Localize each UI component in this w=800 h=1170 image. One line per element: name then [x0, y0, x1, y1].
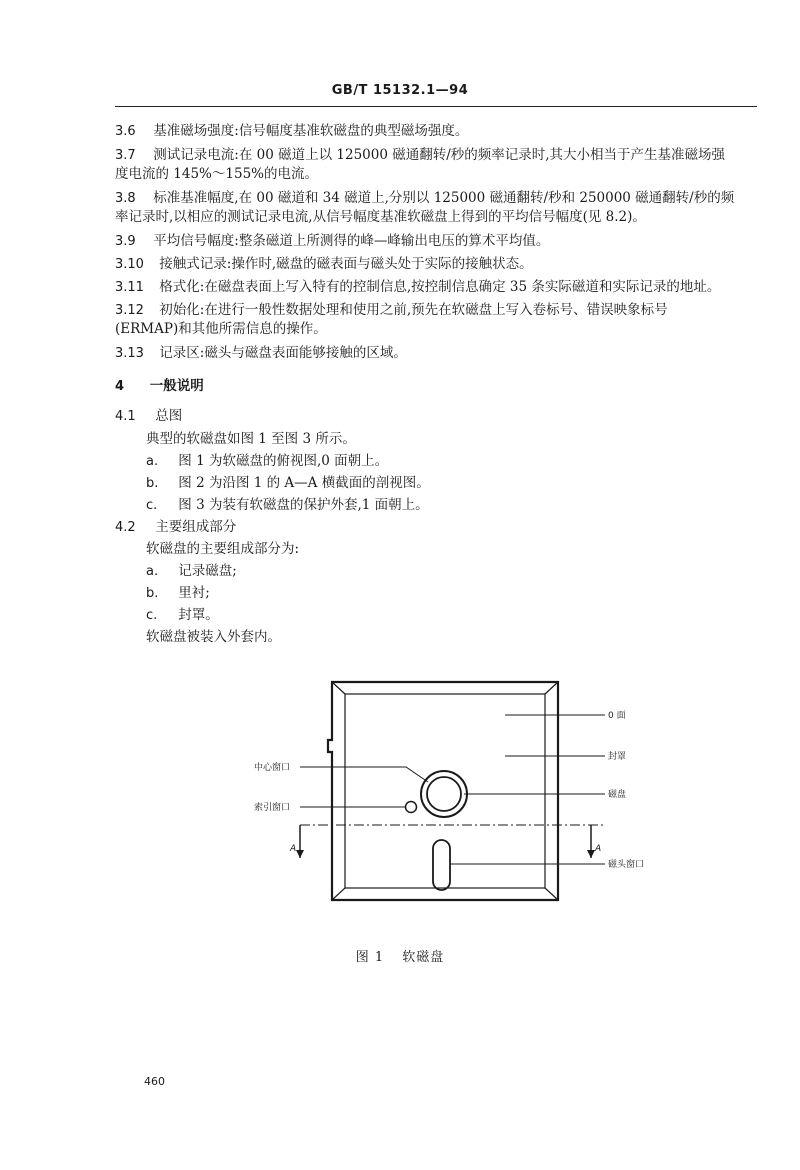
list-item — [146, 474, 430, 493]
clause-text: 格式化:在磁盘表面上写入特有的控制信息,按控制信息确定 35 条实际磁道和实际记录的地址。 — [159, 279, 721, 295]
clause-3-11 — [115, 278, 720, 297]
clause-text: 初始化:在进行一般性数据处理和使用之前,预先在软磁盘上写入卷标号、错误映象标号 — [159, 302, 668, 318]
label-center-window: 中心窗口 — [254, 763, 291, 773]
list-item — [146, 452, 388, 471]
list-item — [146, 562, 237, 581]
clause-text: 标准基准幅度,在 00 磁道和 34 磁道上,分别以 125000 磁通翻转/秒和 250000 磁通翻转/秒的频 — [153, 190, 735, 206]
section-number: 4 — [115, 379, 125, 394]
clause-3-9 — [115, 232, 549, 251]
list-item — [146, 606, 219, 625]
list-text: 封罩。 — [178, 607, 219, 623]
section-arrow-right — [587, 850, 595, 858]
header-rule — [115, 106, 757, 107]
figure-title: 软磁盘 — [402, 950, 445, 965]
clause-text: 平均信号幅度:整条磁道上所测得的峰—峰输出电压的算术平均值。 — [153, 233, 550, 249]
label-jacket: 封罩 — [608, 752, 627, 762]
list-letter: a. — [146, 454, 159, 469]
subsection-4-2-heading — [115, 518, 236, 537]
subsection-number: 4.1 — [115, 409, 136, 424]
clause-number: 3.7 — [115, 148, 136, 163]
clause-text: 接触式记录:操作时,磁盘的磁表面与磁头处于实际的接触状态。 — [159, 256, 533, 272]
subsection-4-2-outro: 软磁盘被装入外套内。 — [146, 629, 281, 645]
clause-3-12-cont: (ERMAP)和其他所需信息的操作。 — [115, 321, 327, 337]
clause-text: 基准磁场强度:信号幅度基准软磁盘的典型磁场强度。 — [153, 123, 469, 139]
list-letter: a. — [146, 564, 159, 579]
label-head-window: 磁头窗口 — [608, 860, 645, 870]
label-side0: 0 面 — [608, 711, 626, 721]
list-text: 图 1 为软磁盘的俯视图,0 面朝上。 — [178, 453, 389, 469]
floppy-disk-figure — [230, 670, 660, 915]
list-letter: c. — [146, 608, 158, 623]
subsection-title: 总图 — [155, 408, 183, 424]
jacket-inner-border — [345, 694, 545, 888]
clause-3-8-cont: 率记录时,以相应的测试记录电流,从信号幅度基准软磁盘上得到的平均信号幅度(见 8.2)。 — [115, 209, 646, 225]
label-disk: 磁盘 — [608, 790, 627, 800]
page-header: GB/T 15132.1—94 — [331, 83, 469, 98]
clause-3-10 — [115, 255, 533, 274]
subsection-4-1-heading — [115, 407, 182, 426]
list-text: 图 3 为装有软磁盘的保护外套,1 面朝上。 — [178, 497, 429, 513]
section-4-heading — [115, 377, 204, 396]
list-letter: b. — [146, 476, 159, 491]
label-section-left: A — [290, 844, 297, 854]
clause-3-7 — [115, 146, 725, 165]
clause-number: 3.13 — [115, 346, 144, 361]
subsection-4-2-intro: 软磁盘的主要组成部分为: — [146, 541, 300, 557]
bevel-corner — [332, 888, 345, 900]
figure-number: 图 1 — [355, 950, 385, 965]
head-slot — [433, 840, 450, 890]
clause-3-13 — [115, 344, 407, 363]
center-window-inner — [427, 777, 461, 811]
subsection-4-1-intro: 典型的软磁盘如图 1 至图 3 所示。 — [146, 431, 356, 447]
section-title: 一般说明 — [149, 378, 204, 394]
clause-number: 3.6 — [115, 124, 136, 139]
list-item — [146, 584, 210, 603]
clause-3-8 — [115, 189, 734, 208]
clause-number: 3.12 — [115, 303, 144, 318]
label-section-right: A — [595, 844, 602, 854]
clause-number: 3.11 — [115, 280, 144, 295]
list-item — [146, 496, 429, 515]
bevel-corner — [545, 682, 558, 694]
clause-text: 测试记录电流:在 00 磁道上以 125000 磁通翻转/秒的频率记录时,其大小相当于产生基准磁场强 — [153, 147, 726, 163]
list-text: 里衬; — [178, 585, 210, 601]
subsection-number: 4.2 — [115, 520, 136, 535]
index-hole — [406, 802, 417, 813]
label-index-window: 索引窗口 — [254, 803, 291, 813]
clause-3-12 — [115, 301, 668, 320]
clause-text: 记录区:磁头与磁盘表面能够接触的区域。 — [159, 345, 407, 361]
list-letter: c. — [146, 498, 158, 513]
clause-number: 3.8 — [115, 191, 136, 206]
clause-number: 3.10 — [115, 257, 144, 272]
section-arrow-left — [296, 850, 304, 858]
clause-3-6 — [115, 122, 468, 141]
leader-center-window — [300, 767, 428, 782]
bevel-corner — [332, 682, 345, 694]
page-number: 460 — [144, 1075, 165, 1088]
figure-caption — [0, 946, 800, 965]
list-letter: b. — [146, 586, 159, 601]
bevel-corner — [545, 888, 558, 900]
subsection-title: 主要组成部分 — [155, 519, 237, 535]
list-text: 图 2 为沿图 1 的 A—A 横截面的剖视图。 — [178, 475, 430, 491]
list-text: 记录磁盘; — [178, 563, 237, 579]
clause-number: 3.9 — [115, 234, 136, 249]
clause-3-7-cont: 度电流的 145%～155%的电流。 — [115, 166, 318, 182]
